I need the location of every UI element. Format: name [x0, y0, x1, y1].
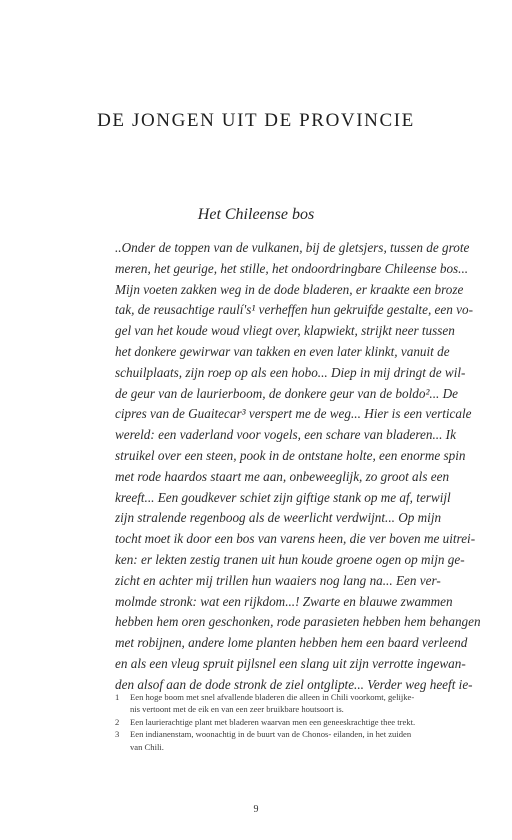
body-line: tak, de reusachtige raulí's¹ verheffen hun gekruifde gestalte, een vo- — [115, 302, 473, 318]
footnote-text: Een indianenstam, woonachtig in de buurt van de Chonos- eilanden, in het zuiden — [130, 729, 412, 740]
body-line: en als een vleug spruit pijlsnel een slang uit zijn verrotte ingewan- — [115, 655, 466, 671]
footnote-text: Een hoge boom met snel afvallende bladeren die alleen in Chili voorkomt, gelijke- — [130, 692, 415, 702]
footnote-2 — [115, 716, 445, 728]
footnotes — [115, 691, 445, 753]
body-line: Mijn voeten zakken weg in de dode bladeren, er kraakte een broze — [115, 281, 464, 297]
body-line: zicht en achter mij trillen hun waaiers nog lang na... Een ver- — [115, 572, 441, 588]
body-text — [115, 238, 481, 696]
footnote-text: nis vertoont met de eik en van een zeer bruikbare houtsoort is. — [130, 704, 344, 715]
body-line: ken: er lekten zestig tranen uit hun koude groene ogen op mijn ge- — [115, 551, 465, 567]
body-line: gel van het koude woud vliegt over, klapwiekt, strijkt neer tussen — [115, 323, 455, 339]
body-line: met rode haardos staart me aan, onbeweeglijk, zo groot als een — [115, 468, 450, 484]
footnote-number: 2 — [115, 716, 120, 727]
page-number: 9 — [253, 804, 259, 815]
footnote-number: 3 — [115, 729, 120, 740]
body-line: het donkere gewirwar van takken en even later klinkt, vanuit de — [115, 343, 450, 359]
footnote-text: Een laurierachtige plant met bladeren waarvan men een geneeskrachtige thee trekt. — [130, 716, 416, 727]
chapter-title: DE JONGEN UIT DE PROVINCIE — [97, 110, 415, 131]
body-line: de geur van de laurierboom, de donkere geur van de boldo²... De — [115, 385, 458, 401]
body-line: cipres van de Guaitecar³ verspert me de weg... Hier is een verticale — [115, 406, 472, 422]
section-title: Het Chileense bos — [197, 206, 315, 223]
body-line: zijn stralende regenboog als de weerlicht verdwijnt... Op mijn — [115, 510, 442, 526]
body-line: molmde stronk: wat een rijkdom...! Zwarte en blauwe zwammen — [115, 593, 453, 609]
body-line: ..Onder de toppen van de vulkanen, bij de gletsjers, tussen de grote — [115, 240, 470, 255]
body-line: schuilplaats, zijn roep op als een hobo... Diep in mij dringt de wil- — [115, 364, 466, 380]
footnote-3 — [115, 728, 445, 753]
body-line: meren, het geurige, het stille, het ondoordringbare Chileense bos... — [115, 260, 469, 276]
body-line: wereld: een vaderland voor vogels, een schare van bladeren... Ik — [115, 427, 456, 443]
body-line: struikel over een steen, pook in de ontstane holte, een enorme spin — [115, 447, 466, 463]
footnote-text: van Chili. — [130, 741, 164, 752]
footnote-number: 1 — [115, 692, 120, 702]
footnote-1 — [115, 691, 445, 716]
body-line: hebben hem oren geschonken, rode parasieten hebben hem behangen — [115, 614, 481, 630]
body-line: kreeft... Een goudkever schiet zijn giftige stank op me af, terwijl — [115, 489, 451, 505]
body-line: tocht moet ik door een bos van varens heen, die ver boven me uitrei- — [115, 531, 476, 547]
body-line: den alsof aan de dode stronk de ziel ontglipte... Verder weg heeft ie- — [115, 676, 473, 692]
body-line: met robijnen, andere lome planten hebben hem een baard verleend — [115, 635, 468, 651]
